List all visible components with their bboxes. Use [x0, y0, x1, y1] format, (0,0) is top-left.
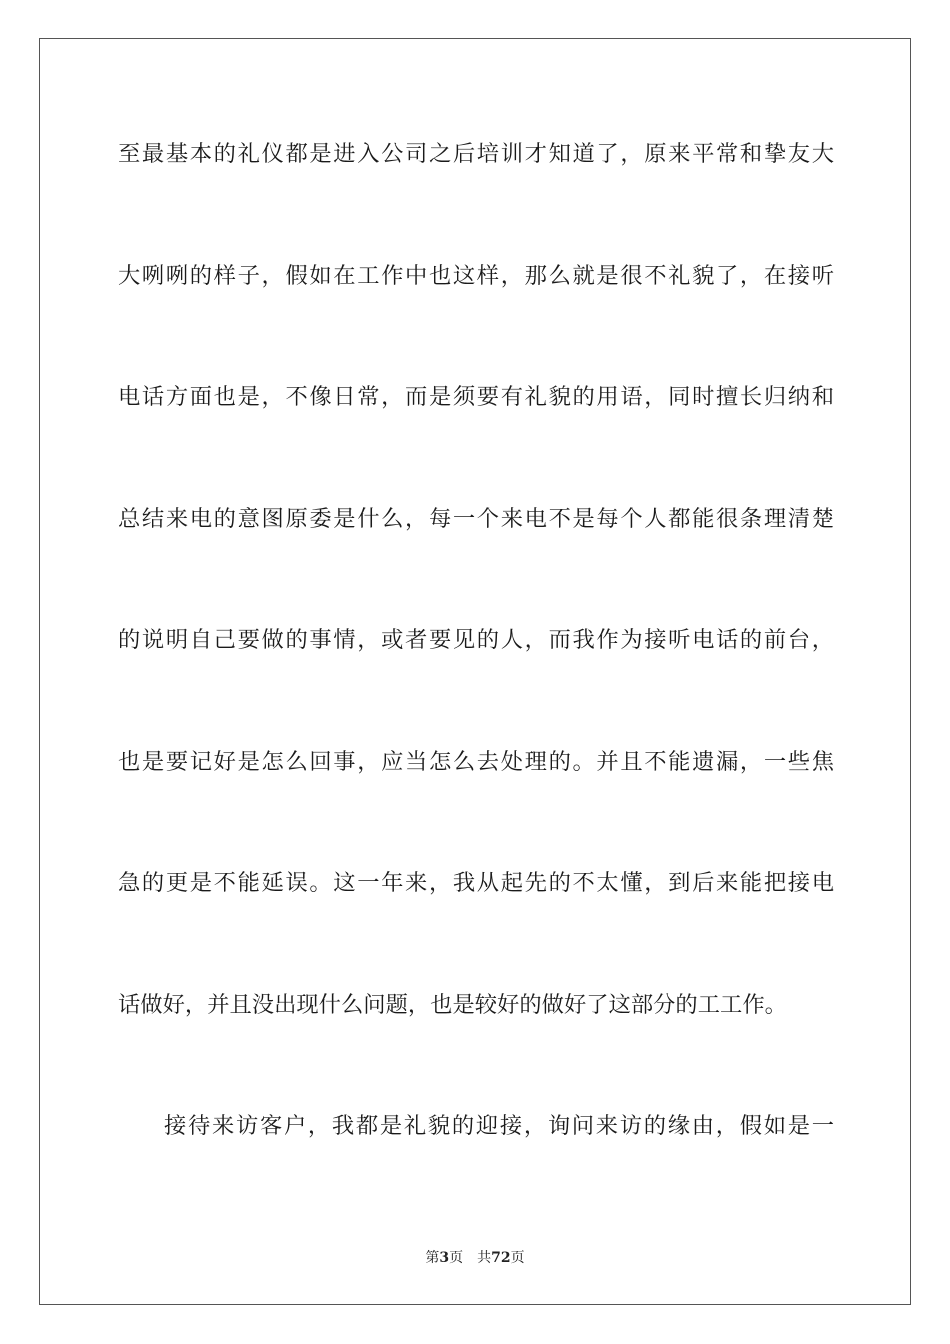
total-pages: 72: [491, 1250, 511, 1266]
body-line-1: 至最基本的礼仪都是进入公司之后培训才知道了，原来平常和挚友大: [118, 141, 834, 167]
body-line-4: 总结来电的意图原委是什么，每一个来电不是每个人都能很条理清楚: [118, 505, 834, 532]
total-suffix: 页: [510, 1250, 525, 1266]
body-line-9: 接待来访客户，我都是礼貌的迎接，询问来访的缘由，假如是一: [164, 1113, 834, 1139]
body-line-2: 大咧咧的样子，假如在工作中也这样，那么就是很不礼貌了，在接听: [118, 262, 834, 289]
document-body: [118, 124, 834, 1218]
page-number: 3: [439, 1250, 450, 1266]
body-line-7: 急的更是不能延误。这一年来，我从起先的不太懂，到后来能把接电: [118, 870, 834, 896]
total-prefix: 共: [477, 1250, 492, 1266]
page-suffix: 页: [449, 1250, 464, 1266]
page-footer: [0, 1247, 950, 1267]
body-line-6: 也是要记好是怎么回事，应当怎么去处理的。并且不能遗漏，一些焦: [118, 748, 834, 775]
body-line-8: 话做好，并且没出现什么问题，也是较好的做好了这部分的工工作。: [118, 991, 787, 1018]
page-prefix: 第: [425, 1250, 440, 1266]
body-line-5: 的说明自己要做的事情，或者要见的人，而我作为接听电话的前台，: [118, 627, 834, 653]
body-line-3: 电话方面也是，不像日常，而是须要有礼貌的用语，同时擅长归纳和: [118, 384, 834, 410]
